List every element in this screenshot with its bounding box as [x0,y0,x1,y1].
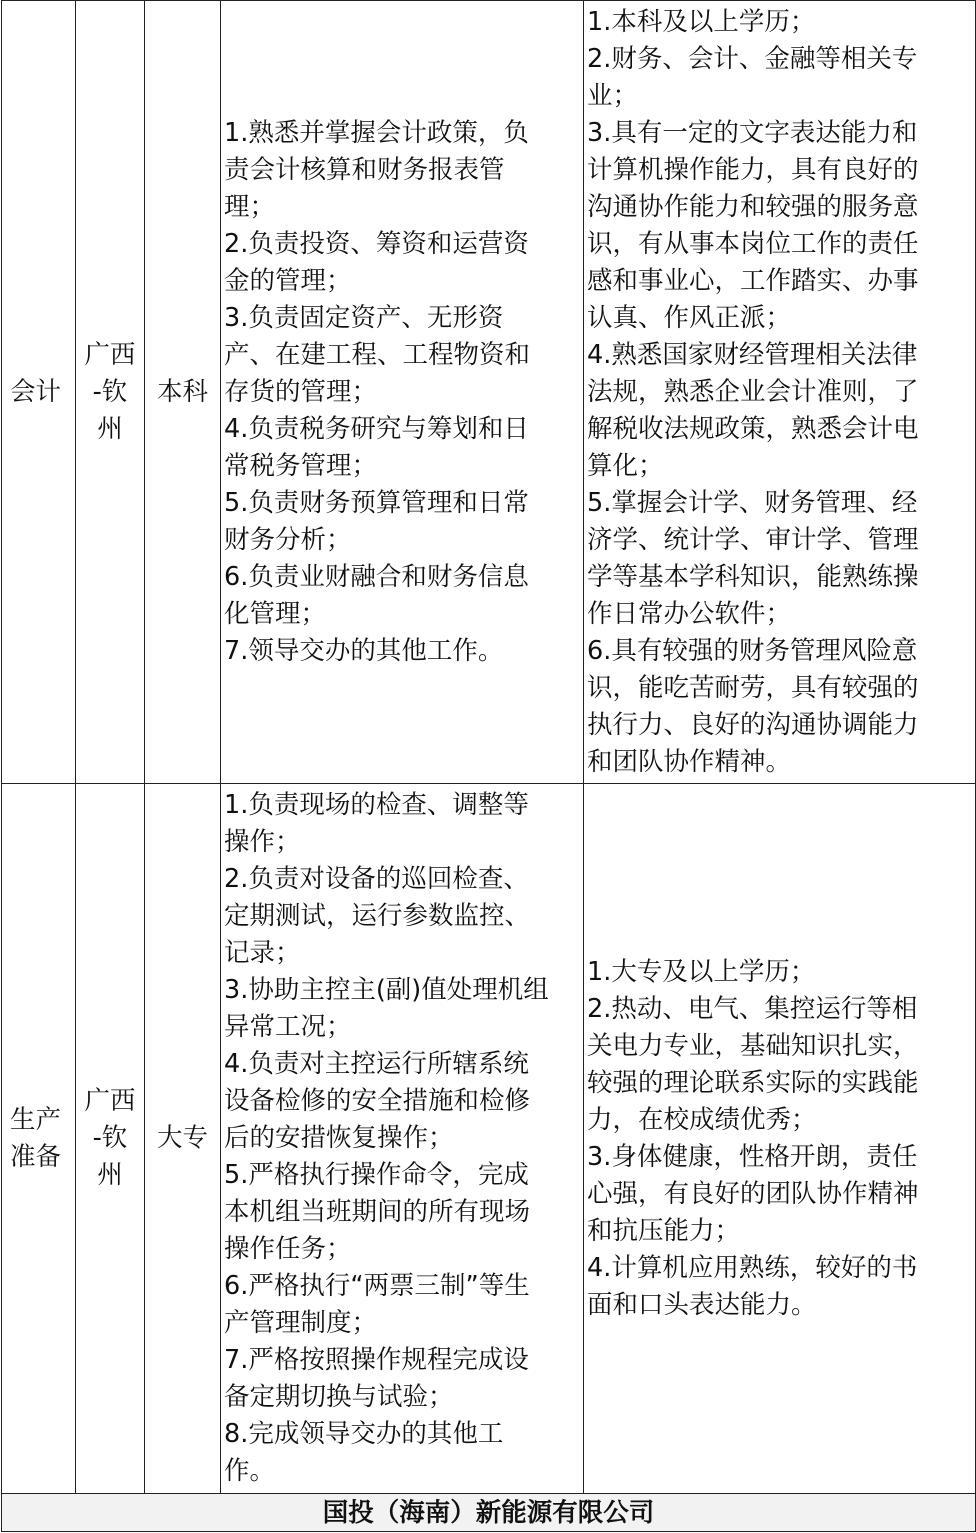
duty-line: 4.负责税务研究与筹划和日 [224,413,529,444]
duty-line: 后的安措恢复操作； [224,1123,454,1153]
duty-line: 金的管理； [224,265,352,296]
requirement-line: 学等基本学科知识，能熟练操 [587,561,919,592]
duty-line: 设备检修的安全措施和检修 [224,1086,531,1116]
duty-line: 8.完成领导交办的其他工 [224,1419,504,1449]
duty-line: 定期测试，运行参数监控、 [224,901,531,931]
company-footer-row [2,1494,976,1532]
duty-line: 3.协助主控主(副)值处理机组 [224,975,549,1005]
location-cell [76,784,145,1494]
duty-line: 财务分析； [224,524,352,555]
duty-line: 备定期切换与试验； [224,1382,454,1412]
requirement-line: 解税收法规政策，熟悉会计电 [587,413,919,444]
position-text: 准备 [10,1141,62,1172]
requirement-line: 和团队协作精神。 [587,746,792,777]
requirement-line: 1.大专及以上学历； [587,956,816,987]
requirement-line: 较强的理论联系实际的实践能 [587,1067,919,1098]
requirement-line: 算化； [587,450,664,481]
position-text: 会计 [10,376,62,407]
requirement-line: 法规，熟悉企业会计准则，了 [587,376,919,407]
duties-cell [221,784,584,1494]
requirement-line: 2.财务、会计、金融等相关专 [587,43,918,74]
company-name: 国投（海南）新能源有限公司 [2,1494,976,1532]
requirement-line: 3.具有一定的文字表达能力和 [587,117,918,148]
location-line: 广西 [84,339,136,370]
duty-line: 1.熟悉并掌握会计政策，负 [224,117,529,148]
duty-line: 责会计核算和财务报表管 [224,154,505,185]
requirement-line: 4.计算机应用熟练，较好的书 [587,1252,918,1283]
duty-line: 7.严格按照操作规程完成设 [224,1345,529,1375]
requirement-line: 执行力、良好的沟通协调能力 [587,709,919,740]
duty-line: 2.负责对设备的巡回检查、 [224,864,529,894]
position-cell [2,1,76,784]
location-line: 广西 [84,1086,136,1116]
duty-line: 操作； [224,827,301,857]
education-cell [145,1,221,784]
requirement-line: 心强，有良好的团队协作精神 [587,1178,919,1209]
requirement-line: 认真、作风正派； [587,302,792,333]
requirement-line: 计算机操作能力，具有良好的 [587,154,919,185]
requirement-line: 济学、统计学、审计学、管理 [587,524,919,555]
requirement-line: 力，在校成绩优秀； [587,1104,817,1135]
position-text: 生产 [10,1104,62,1135]
duty-line: 记录； [224,938,301,968]
location-line: -钦 [92,1123,128,1153]
education-text: 本科 [156,376,208,407]
requirement-line: 4.熟悉国家财经管理相关法律 [587,339,918,370]
requirement-line: 感和事业心，工作踏实、办事 [587,265,919,296]
duty-line: 产管理制度； [224,1308,378,1338]
duty-line: 常税务管理； [224,450,378,481]
requirements-cell [584,784,976,1494]
requirement-line: 识，有从事本岗位工作的责任 [587,228,919,259]
duty-line: 5.负责财务预算管理和日常 [224,487,529,518]
duty-line: 产、在建工程、工程物资和 [224,339,531,370]
duty-line: 2.负责投资、筹资和运营资 [224,228,529,259]
position-cell [2,784,76,1494]
duty-line: 化管理； [224,598,327,629]
duty-line: 5.严格执行操作命令，完成 [224,1160,529,1190]
requirement-line: 作日常办公软件； [587,598,792,629]
requirements-cell [584,1,976,784]
requirement-line: 和抗压能力； [587,1215,741,1246]
duty-line: 6.严格执行“两票三制”等生 [224,1271,530,1301]
education-text: 大专 [156,1123,208,1153]
duty-line: 3.负责固定资产、无形资 [224,302,504,333]
requirement-line: 识，能吃苦耐劳，具有较强的 [587,672,919,703]
duty-line: 操作任务； [224,1234,352,1264]
requirement-line: 关电力专业，基础知识扎实， [587,1030,919,1061]
education-cell [145,784,221,1494]
location-line: -钦 [92,376,128,407]
requirement-line: 2.热动、电气、集控运行等相 [587,993,918,1024]
table-row-accountant [2,1,976,784]
duty-line: 4.负责对主控运行所辖系统 [224,1049,529,1079]
requirement-line: 1.本科及以上学历； [587,6,816,37]
requirement-line: 6.具有较强的财务管理风险意 [587,635,918,666]
duty-line: 理； [224,191,276,222]
table-row-production-prep [2,784,976,1494]
duty-line: 7.领导交办的其他工作。 [224,635,504,666]
requirement-line: 5.掌握会计学、财务管理、经 [587,487,918,518]
recruitment-table [1,0,976,1532]
duties-cell [221,1,584,784]
requirement-line: 沟通协作能力和较强的服务意 [587,191,919,222]
duty-line: 异常工况； [224,1012,352,1042]
location-line: 州 [97,413,123,444]
duty-line: 本机组当班期间的所有现场 [224,1197,531,1227]
duty-line: 作。 [224,1456,276,1486]
duty-line: 存货的管理； [224,376,378,407]
location-cell [76,1,145,784]
duty-line: 1.负责现场的检查、调整等 [224,790,529,820]
requirement-line: 业； [587,80,639,111]
duty-line: 6.负责业财融合和财务信息 [224,561,529,592]
requirement-line: 3.身体健康，性格开朗，责任 [587,1141,918,1172]
location-line: 州 [97,1160,123,1190]
requirement-line: 面和口头表达能力。 [587,1289,817,1320]
